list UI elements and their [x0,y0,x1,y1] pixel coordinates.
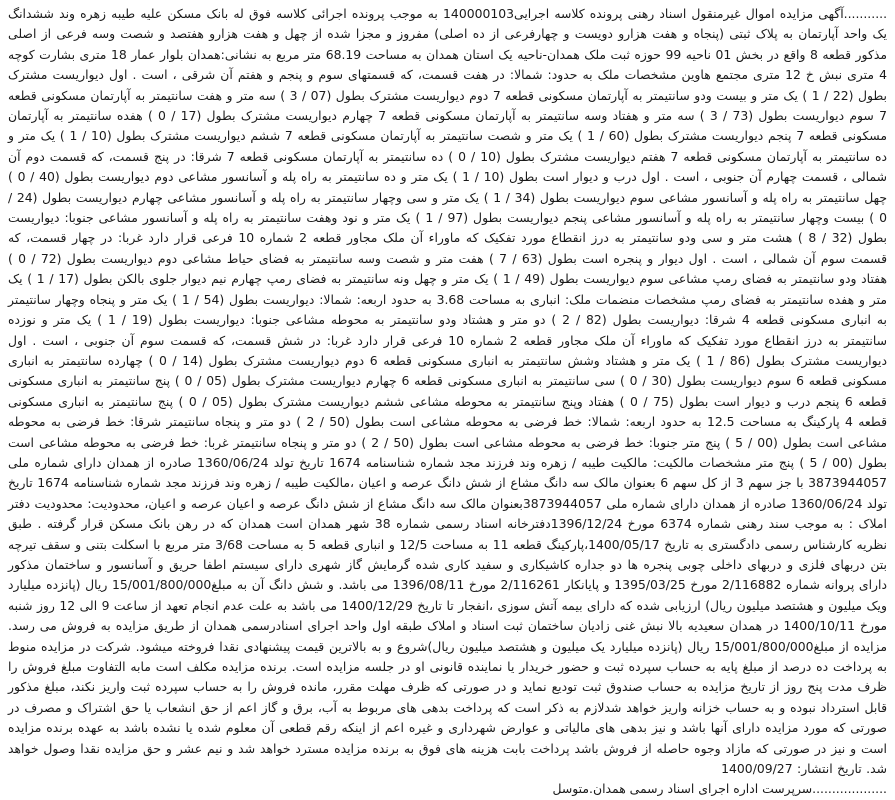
notice-body: ...........آگهی مزایده اموال غیرمنقول اسناد رهنی پرونده کلاسه اجرایی140000103 به موجب پرونده اجرائی کلاسه فوق له بانک مسکن علیه طیبه زهره وند ششدانگ یک واحد آپارتمان به پلاک ثبتی (پنجاه و هفت هزارو دویست و چهارفرعی از ده اصلی) مفروز و مجزا شده از چهل و هفت هزارو هفتصد و شصت وسه فرعی از اصلی مذکور قطعه 8 واقع در بخش 01 ناحیه 99 حوزه ثبت ملک همدان-ناحیه یک استان همدان به مساحت 68.19 متر مربع به نشانی:همدان بلوار عمار 18 متری بشارت کوچه 4 متری نبش خ 12 متری مجتمع هاوین مشخصات ملک به حدود: شمالا: در هفت قسمت، که قسمتهای سوم و پنجم و هفتم آن شرقی ، است . اول دیواریست مشترک بطول (22 / 1 ) یک متر و بیست ودو سانتیمتر به آپارتمان مسکونی قطعه 7 دوم دیواریست مشترک بطول (07 / 3 ) سه متر و هفت سانتیمتر به آپارتمان مسکونی قطعه 7 سوم دیواریست بطول (73 / 3 ) سه متر و هفتاد وسه سانتیمتر به آپارتمان مسکونی قطعه 7 چهارم دیواریست مشترک بطول (17 / 0 ) هفده سانتیمتر به آپارتمان مسکونی قطعه 7 پنجم دیواریست مشترک بطول (60 / 1 ) یک متر و شصت سانتیمتر به آپارتمان مسکونی قطعه 7 ششم دیواریست مشترک بطول (10 / 1 ) یک متر و ده سانتیمتر به آپارتمان مسکونی قطعه 7 هفتم دیواریست مشترک بطول (10 / 0 ) ده سانتیمتر به آپارتمان مسکونی قطعه 7 شرقا: در پنج قسمت، که قسمت دوم آن شمالی ، قسمت چهارم آن جنوبی ، است . اول درب و دیوار است بطول (10 / 1 ) یک متر و ده سانتیمتر به راه پله و آسانسور مشاعی دوم دیواریست بطول (40 / 0 ) چهل سانتیمتر به راه پله و آسانسور مشاعی سوم دیواریست بطول (34 / 1 ) یک متر و سی وچهار سانتیمتر به راه پله و آسانسور مشاعی چهارم دیواریست بطول (24 / 0 ) بیست وچهار سانتیمتر به راه پله و آسانسور مشاعی پنجم دیواریست بطول (97 / 1 ) یک متر و نود وهفت سانتیمتر به راه پله و آسانسور مشاعی جنوبا: دیواریست بطول (32 / 8 ) هشت متر و سی ودو سانتیمتر به درز انقطاع مورد تفکیک که ماوراء آن ملک مجاور قطعه 2 شماره 10 فرعی قرار دارد غربا: در چهار قسمت، که قسمت سوم آن شمالی ، است . اول دیوار و پنجره است بطول (63 / 7 ) هفت متر و شصت وسه سانتیمتر به فضای حیاط مشاعی دوم دیواریست بطول (72 / 0 ) هفتاد ودو سانتیمتر به فضای رمپ مشاعی سوم دیواریست بطول (49 / 1 ) یک متر و چهل ونه سانتیمتر به فضای رمپ چهارم نیم دیوار جلوی بالکن بطول (17 / 1 ) یک متر و هفده سانتیمتر به فضای رمپ مشخصات منضمات ملک: انباری به مساحت 3.68 به حدود اربعه: شمالا: دیواریست بطول (54 / 1 ) یک متر و پنجاه وچهار سانتیمتر به انباری مسکونی قطعه 4 شرقا: دیواریست بطول (82 / 2 ) دو متر و هشتاد ودو سانتیمتر به محوطه مشاعی جنوبا: دیواریست بطول (19 / 1 ) یک متر و نوزده سانتیمتر به درز انقطاع مورد تفکیک که ماوراء آن ملک مجاور قطعه 2 شماره 10 فرعی قرار دارد غربا: در شش قسمت، که قسمت سوم آن جنوبی ، است . اول دیواریست مشترک بطول (86 / 1 ) یک متر و هشتاد وشش سانتیمتر به انباری مسکونی قطعه 6 دوم دیواریست مشترک بطول (14 / 0 ) چهارده سانتیمتر به انباری مسکونی قطعه 6 سوم دیواریست بطول (30 / 0 ) سی سانتیمتر به انباری مسکونی قطعه 6 چهارم دیواریست مشترک بطول (05 / 0 ) پنج سانتیمتر به انباری مسکونی قطعه 6 پنجم درب و دیوار است بطول (75 / 0 ) هفتاد وپنج سانتیمتر به محوطه مشاعی ششم دیواریست مشترک بطول (05 / 0 ) پنج سانتیمتر به انباری مسکونی قطعه 4 پارکینگ به مساحت 12.5 به حدود اربعه: شمالا: خط فرضی به محوطه مشاعی است بطول (50 / 2 ) دو متر و پنجاه سانتیمتر شرقا: خط فرضی به محوطه مشاعی است بطول (00 / 5 ) پنج متر جنوبا: خط فرضی به محوطه مشاعی است بطول (50 / 2 ) دو متر و پنجاه سانتیمتر غربا: خط فرضی به محوطه مشاعی است بطول (00 / 5 ) پنج متر مشخصات مالکیت: مالکیت طیبه / زهره وند فرزند مجد شماره شناسنامه 1674 تاریخ تولد 1360/06/24 صادره از همدان دارای شماره ملی 3873944057 با جز سهم 3 از کل سهم 6 بعنوان مالک سه دانگ مشاع از شش دانگ عرصه و اعیان ،مالکیت طیبه / زهره وند فرزند مجد شماره شناسنامه 1674 تاریخ تولد 1360/06/24 صادره از همدان دارای شماره ملی 3873944057بعنوان مالک سه دانگ مشاع از شش دانگ عرصه و اعیان عرصه و اعیان، محدودیت: محدودیت دفتر املاک : به موجب سند رهنی شماره 6374 مورخ 1396/12/24دفترخانه اسناد رسمی شماره 38 شهر همدان است همدان که در رهن بانک مسکن قرار گرفته . طبق نظریه کارشناس رسمی دادگستری به تاریخ 1400/05/17،پارکینگ قطعه 11 به مساحت 12/5 و انباری قطعه 5 به مساحت 3/68 متر مربع با اسکلت بتنی و سقف تیرچه بتن دربهای فلزی و دربهای داخلی چوبی پنجره ها دو جداره کاشیکاری و سفید کاری شده گرمایش گاز شهری دارای سیستم اطفا حریق و آسانسور و ساختمان مذکور دارای پروانه شماره 2/116882 مورخ 1395/03/25 و پایانکار 2/116261 مورخ 1396/08/11 می باشد. و شش دانگ آن به مبلغ15/001/800/000 ریال (پانزده میلیارد ویک میلیون و هشتصد میلیون ریال) ارزیابی شده که دارای بیمه آتش سوزی ،انفجار تا تاریخ 1400/12/29 می باشد به علت عدم انجام تعهد از ساعت 9 الی 12 روز شنبه مورخ 1400/10/11 در همدان سعیدیه بالا نبش غنی زادیان ساختمان ثبت اسناد و املاک طبقه اول واحد اجرای اسنادرسمی همدان از طریق مزایده به فروش می رسد. مزایده از مبلغ15/001/800/000 ریال (پانزده میلیارد یک میلیون و هشتصد میلیون ریال)شروع و به بالاترین قیمت پیشنهادی نقدا فروخته میشود. شرکت در مزایده منوط به پرداخت ده درصد از مبلغ پایه به حساب سپرده ثبت و حضور خریدار یا نماینده قانونی او در جلسه مزایده است. برنده مزایده مکلف است مابه التفاوت مبلغ فروش را ظرف مدت پنج روز از تاریخ مزایده به حساب صندوق ثبت تودیع نماید و در صورتی که ظرف مهلت مقرر، مانده فروش را به حساب سپرده ثبت واریز نکند، مبلغ مذکور قابل استرداد نبوده و به حساب خزانه واریز خواهد شدلازم به ذکر است که پرداخت بدهی های مربوط به آب، برق و گاز اعم از حق انشعاب یا حق اشتراک و مصرف در صورتی که مورد مزایده دارای آنها باشد و نیز بدهی های مالیاتی و عوارض شهرداری و غیره اعم از اینکه رقم قطعی آن معلوم شده یا نشده باشد به عهده برنده مزایده است و نیز در صورتی که مازاد وجوه حاصله از فروش باشد پرداخت بابت هزینه های فوق به برنده مزایده مسترد خواهد شد و نیم عشر و حق مزایده نقدا وصول خواهد شد. تاریخ انتشار: 1400/09/27 [8,6,888,777]
notice-signature: ...................سرپرست اداره اجرای اسناد رسمی همدان.متوسل [552,781,887,797]
